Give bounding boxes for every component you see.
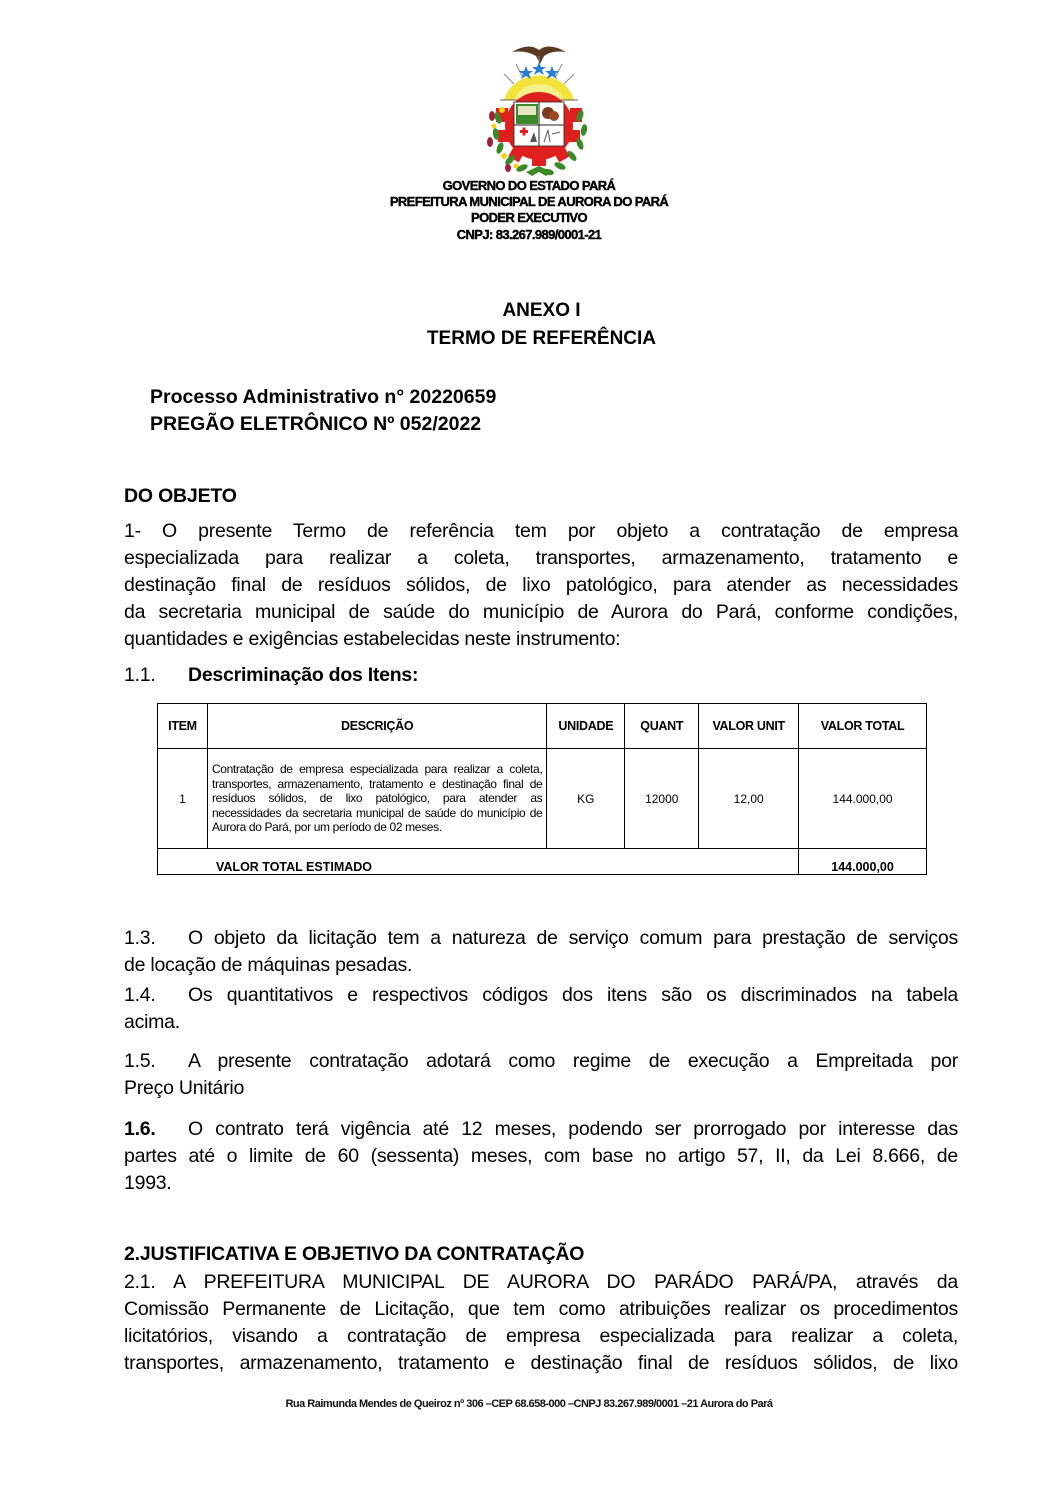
cell-total-value: 144.000,00 xyxy=(799,749,927,849)
paragraph-line: partes até o limite de 60 (sessenta) meses, com base no artigo 57, II, da Lei 8.666, de xyxy=(124,1145,958,1167)
cell-quantity: 12000 xyxy=(625,749,699,849)
footer-address: Rua Raimunda Mendes de Queiroz nº 306 –CEP 68.658-000 –CNPJ 83.267.989/0001 –21 Aurora do Pará xyxy=(285,1398,773,1410)
document-title: TERMO DE REFERÊNCIA xyxy=(426,328,657,349)
header-government: GOVERNO DO ESTADO PARÁ xyxy=(442,178,616,193)
subsection-number: 1.5. xyxy=(124,1050,156,1072)
paragraph-line: licitatórios, visando a contratação de empresa especializada para realizar a coleta, xyxy=(124,1325,958,1347)
paragraph-line: Comissão Permanente de Licitação, que tem como atribuições realizar os procedimentos xyxy=(124,1298,958,1320)
cell-item: 1 xyxy=(158,749,208,849)
subsection-1-4 xyxy=(124,982,958,1036)
annex-title: ANEXO I xyxy=(502,300,581,321)
paragraph-line: O contrato terá vigência até 12 meses, podendo ser prorrogado por interesse das xyxy=(188,1118,958,1140)
subsection-1-6 xyxy=(124,1116,958,1197)
total-spacer xyxy=(547,849,799,875)
auction-number: PREGÃO ELETRÔNICO Nº 052/2022 xyxy=(150,413,482,435)
header-cnpj: CNPJ: 83.267.989/0001-21 xyxy=(456,227,602,242)
paragraph-line: 1993. xyxy=(124,1172,172,1194)
total-value: 144.000,00 xyxy=(799,849,927,875)
subsection-number: 1.1. xyxy=(124,664,156,686)
section-justification-heading: 2.JUSTIFICATIVA E OBJETIVO DA CONTRATAÇÃO xyxy=(124,1243,585,1265)
table-total-row xyxy=(158,849,927,875)
paragraph-line: Os quantitativos e respectivos códigos dos itens são os discriminados na tabela xyxy=(188,984,958,1006)
header-prefecture: PREFEITURA MUNICIPAL DE AURORA DO PARÁ xyxy=(389,194,669,209)
subsection-number: 1.6. xyxy=(124,1118,156,1140)
header-executive: PODER EXECUTIVO xyxy=(471,210,587,225)
cell-description: Contratação de empresa especializada para realizar a coleta, transportes, armazenamento, tratamento e destinação final de resíduos sólidos, de lixo patológico, para atender as necessidades da secretaria municipal de saúde do município de Aurora do Pará, por um período de 02 meses. xyxy=(207,749,546,849)
paragraph-line: especializada para realizar a coleta, transportes, armazenamento, tratamento e xyxy=(124,547,958,569)
paragraph-line: O objeto da licitação tem a natureza de serviço comum para prestação de serviços xyxy=(188,927,958,949)
paragraph-line: 2.1. A PREFEITURA MUNICIPAL DE AURORA DO PARÁDO PARÁ/PA, através da xyxy=(124,1271,958,1293)
cell-unit: KG xyxy=(547,749,625,849)
paragraph-line: 1- O presente Termo de referência tem por objeto a contratação de empresa xyxy=(124,520,958,542)
subsection-number: 1.3. xyxy=(124,927,156,949)
process-number: Processo Administrativo n° 20220659 xyxy=(150,386,497,408)
paragraph-line: da secretaria municipal de saúde do município de Aurora do Pará, conforme condições, xyxy=(124,601,958,623)
subsection-1-3 xyxy=(124,925,958,979)
paragraph-line: transportes, armazenamento, tratamento e destinação final de resíduos sólidos, de lixo xyxy=(124,1352,958,1374)
total-label: VALOR TOTAL ESTIMADO xyxy=(158,849,547,875)
table-header-row xyxy=(158,704,927,749)
table-row xyxy=(158,749,927,849)
section-object-heading: DO OBJETO xyxy=(124,485,237,507)
col-header-total-value: VALOR TOTAL xyxy=(799,704,927,749)
coat-of-arms-icon xyxy=(474,38,604,178)
col-header-unit: UNIDADE xyxy=(547,704,625,749)
justification-paragraph xyxy=(124,1269,958,1377)
subsection-1-1 xyxy=(124,662,958,689)
col-header-item: ITEM xyxy=(158,704,208,749)
paragraph-line: destinação final de resíduos sólidos, de lixo patológico, para atender as necessidades xyxy=(124,574,958,596)
paragraph-line: quantidades e exigências estabelecidas neste instrumento: xyxy=(124,628,621,650)
cell-unit-value: 12,00 xyxy=(699,749,799,849)
paragraph-line: A presente contratação adotará como regime de execução a Empreitada por xyxy=(188,1050,958,1072)
subsection-number: 1.4. xyxy=(124,984,156,1006)
paragraph-line: de locação de máquinas pesadas. xyxy=(124,954,413,976)
subsection-1-1-label: Descriminação dos Itens: xyxy=(188,664,419,686)
items-table xyxy=(157,703,927,875)
col-header-unit-value: VALOR UNIT xyxy=(699,704,799,749)
paragraph-line: Preço Unitário xyxy=(124,1077,245,1099)
col-header-quantity: QUANT xyxy=(625,704,699,749)
object-paragraph xyxy=(124,518,958,653)
subsection-1-5 xyxy=(124,1048,958,1102)
paragraph-line: acima. xyxy=(124,1011,180,1033)
col-header-description: DESCRIÇÃO xyxy=(207,704,546,749)
